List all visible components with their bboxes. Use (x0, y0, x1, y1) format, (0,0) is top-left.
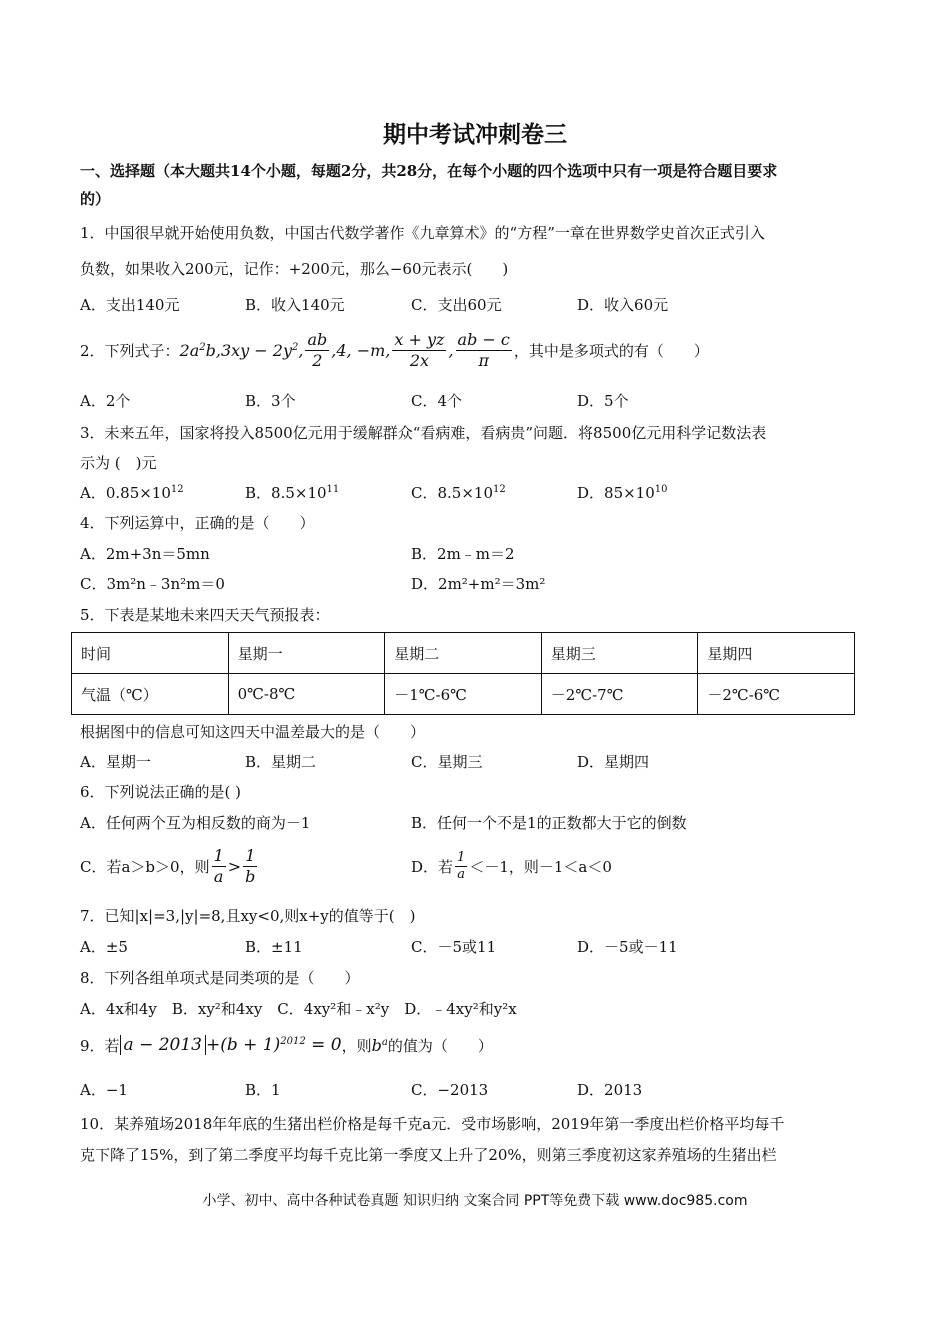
section-heading-line2: 的） (80, 190, 111, 208)
q7-option-b[interactable]: B．±11 (245, 938, 303, 956)
q3-option-c-exp: 12 (493, 484, 506, 495)
q9-power: $b^a$ (371, 1035, 388, 1055)
q7-option-d[interactable]: D．－5或－11 (577, 938, 678, 956)
q2-formula-comma: , (448, 340, 454, 360)
q6-option-d[interactable] (411, 842, 612, 890)
table-row (72, 674, 855, 715)
q3-option-b[interactable] (245, 482, 339, 503)
q9-suffix: 的值为（ ） (387, 1036, 493, 1055)
q10-stem-line2: 克下降了15%，到了第二季度平均每千克比第一季度又上升了20%，则第三季度初这家养殖场的生猪出栏 (80, 1146, 777, 1164)
q2-prefix: 2．下列式子： (80, 341, 180, 360)
q5-option-c[interactable]: C．星期三 (411, 753, 483, 771)
q3-option-c[interactable] (411, 482, 506, 503)
q4-option-a[interactable]: A．2m+3n＝5mn (80, 545, 210, 563)
q9-mid: ，则 (341, 1036, 372, 1055)
q3-option-a-label: A．0.85×10 (80, 484, 171, 502)
table-cell: 时间 (72, 633, 229, 674)
q6-frac-1-a-small: $\frac{1}{a}$ (457, 849, 466, 882)
table-cell: 星期二 (385, 633, 542, 674)
q9-option-c[interactable]: C．−2013 (411, 1081, 489, 1099)
q3-option-c-label: C．8.5×10 (411, 484, 493, 502)
q3-stem-line1: 3．未来五年，国家将投入8500亿元用于缓解群众“看病难，看病贵”问题．将8500亿元用科学记数法表 (80, 424, 767, 442)
q7-option-c[interactable]: C．－5或11 (411, 938, 497, 956)
page-title: 期中考试冲刺卷三 (383, 121, 567, 148)
q9-prefix: 9．若 (80, 1036, 120, 1055)
q5-stem: 5．下表是某地未来四天天气预报表： (80, 606, 330, 624)
q4-option-c[interactable]: C．3m²n﹣3n²m＝0 (80, 575, 225, 593)
q8-options[interactable]: A．4x和4y B．xy²和4xy C．4xy²和﹣x²y D．﹣4xy²和y²x (80, 1000, 517, 1018)
table-cell: 气温（℃） (72, 674, 229, 715)
q3-option-d-exp: 10 (654, 484, 668, 495)
q4-option-b[interactable]: B．2m﹣m＝2 (411, 545, 515, 563)
q9-formula: $+(b + 1)^{2012} = 0$ (206, 1035, 342, 1055)
q2-formula-mid: ,4, −m, (331, 340, 391, 360)
weather-table (71, 632, 855, 715)
q9-option-b[interactable]: B．1 (245, 1081, 281, 1099)
q2-frac-xyz: $\frac{x + yz}{2x}$ (394, 330, 445, 370)
q3-option-a[interactable] (80, 482, 184, 503)
q3-option-d-label: D．85×10 (577, 484, 655, 502)
q6-option-d-pre: D．若 (411, 857, 454, 876)
q6-option-b[interactable]: B．任何一个不是1的正数都大于它的倒数 (411, 814, 687, 832)
q1-stem-line2: 负数，如果收入200元，记作：+200元，那么−60元表示( ) (80, 260, 509, 278)
q9-option-d[interactable]: D．2013 (577, 1081, 643, 1099)
table-cell: －2℃-7℃ (541, 674, 698, 715)
q6-frac-1-b: $\frac{1}{b}$ (245, 846, 256, 886)
q1-option-b[interactable]: B．收入140元 (245, 296, 345, 314)
q5-option-b[interactable]: B．星期二 (245, 753, 317, 771)
q3-option-b-exp: 11 (326, 484, 340, 495)
table-cell: －1℃-6℃ (385, 674, 542, 715)
q5-option-d[interactable]: D．星期四 (577, 753, 650, 771)
q2-frac-ab-2: $\frac{ab}{2}$ (307, 330, 328, 370)
q6-gt-sign: > (227, 856, 242, 876)
q6-option-d-post: ＜－1，则－1＜a＜0 (469, 857, 612, 876)
q2-formula: $2a^2b,3xy - 2y^2$, (179, 340, 304, 360)
q9-option-a[interactable]: A．−1 (80, 1081, 128, 1099)
q2-suffix: ，其中是多项式的有（ ） (513, 341, 709, 360)
q4-option-d[interactable]: D．2m²+m²＝3m² (411, 575, 546, 593)
q6-option-a[interactable]: A．任何两个互为相反数的商为－1 (80, 814, 311, 832)
q3-option-b-label: B．8.5×10 (245, 484, 327, 502)
q8-stem: 8．下列各组单项式是同类项的是（ ） (80, 969, 360, 987)
q9-abs-expr: a − 2013 (120, 1035, 206, 1055)
q7-option-a[interactable]: A．±5 (80, 938, 128, 956)
q5-option-a[interactable]: A．星期一 (80, 753, 151, 771)
table-cell: 0℃-8℃ (228, 674, 385, 715)
q3-option-a-exp: 12 (170, 484, 184, 495)
q7-stem: 7．已知|x|=3,|y|=8,且xy<0,则x+y的值等于( ) (80, 907, 416, 925)
q1-option-d[interactable]: D．收入60元 (577, 296, 669, 314)
q4-stem: 4．下列运算中，正确的是（ ） (80, 514, 315, 532)
q2-option-c[interactable]: C．4个 (411, 392, 463, 410)
page-footer: 小学、初中、高中各种试卷真题 知识归纳 文案合同 PPT等免费下载 www.doc985.com (202, 1193, 748, 1209)
q3-stem-line2: 示为 ( )元 (80, 454, 157, 472)
q2-stem (80, 326, 709, 374)
q2-option-a[interactable]: A．2个 (80, 392, 131, 410)
q9-stem (80, 1030, 493, 1060)
section-heading-line1: 一、选择题（本大题共14个小题，每题2分，共28分，在每个小题的四个选项中只有一项是符合题目要求 (80, 162, 778, 180)
table-cell: 星期三 (541, 633, 698, 674)
q1-stem-line1: 1．中国很早就开始使用负数，中国古代数学著作《九章算术》的“方程”一章在世界数学史首次正式引入 (80, 224, 765, 242)
q5-after: 根据图中的信息可知这四天中温差最大的是（ ） (80, 723, 426, 741)
q1-option-c[interactable]: C．支出60元 (411, 296, 502, 314)
q6-option-c-text: C．若a＞b＞0，则 (80, 857, 210, 876)
table-cell: 星期一 (228, 633, 385, 674)
q2-option-d[interactable]: D．5个 (577, 392, 629, 410)
q2-option-b[interactable]: B．3个 (245, 392, 296, 410)
q10-stem-line1: 10．某养殖场2018年年底的生猪出栏价格是每千克a元．受市场影响，2019年第一季度出栏价格平均每千 (80, 1115, 785, 1133)
q1-option-a[interactable]: A．支出140元 (80, 296, 180, 314)
table-cell: －2℃-6℃ (698, 674, 855, 715)
q3-option-d[interactable] (577, 482, 668, 503)
q6-frac-1-a: $\frac{1}{a}$ (213, 846, 224, 886)
q6-stem: 6．下列说法正确的是( ) (80, 783, 242, 801)
table-row (72, 633, 855, 674)
table-cell: 星期四 (698, 633, 855, 674)
q6-option-c[interactable] (80, 842, 259, 890)
q2-frac-abc-pi: $\frac{ab - c}{\pi}$ (457, 330, 510, 370)
